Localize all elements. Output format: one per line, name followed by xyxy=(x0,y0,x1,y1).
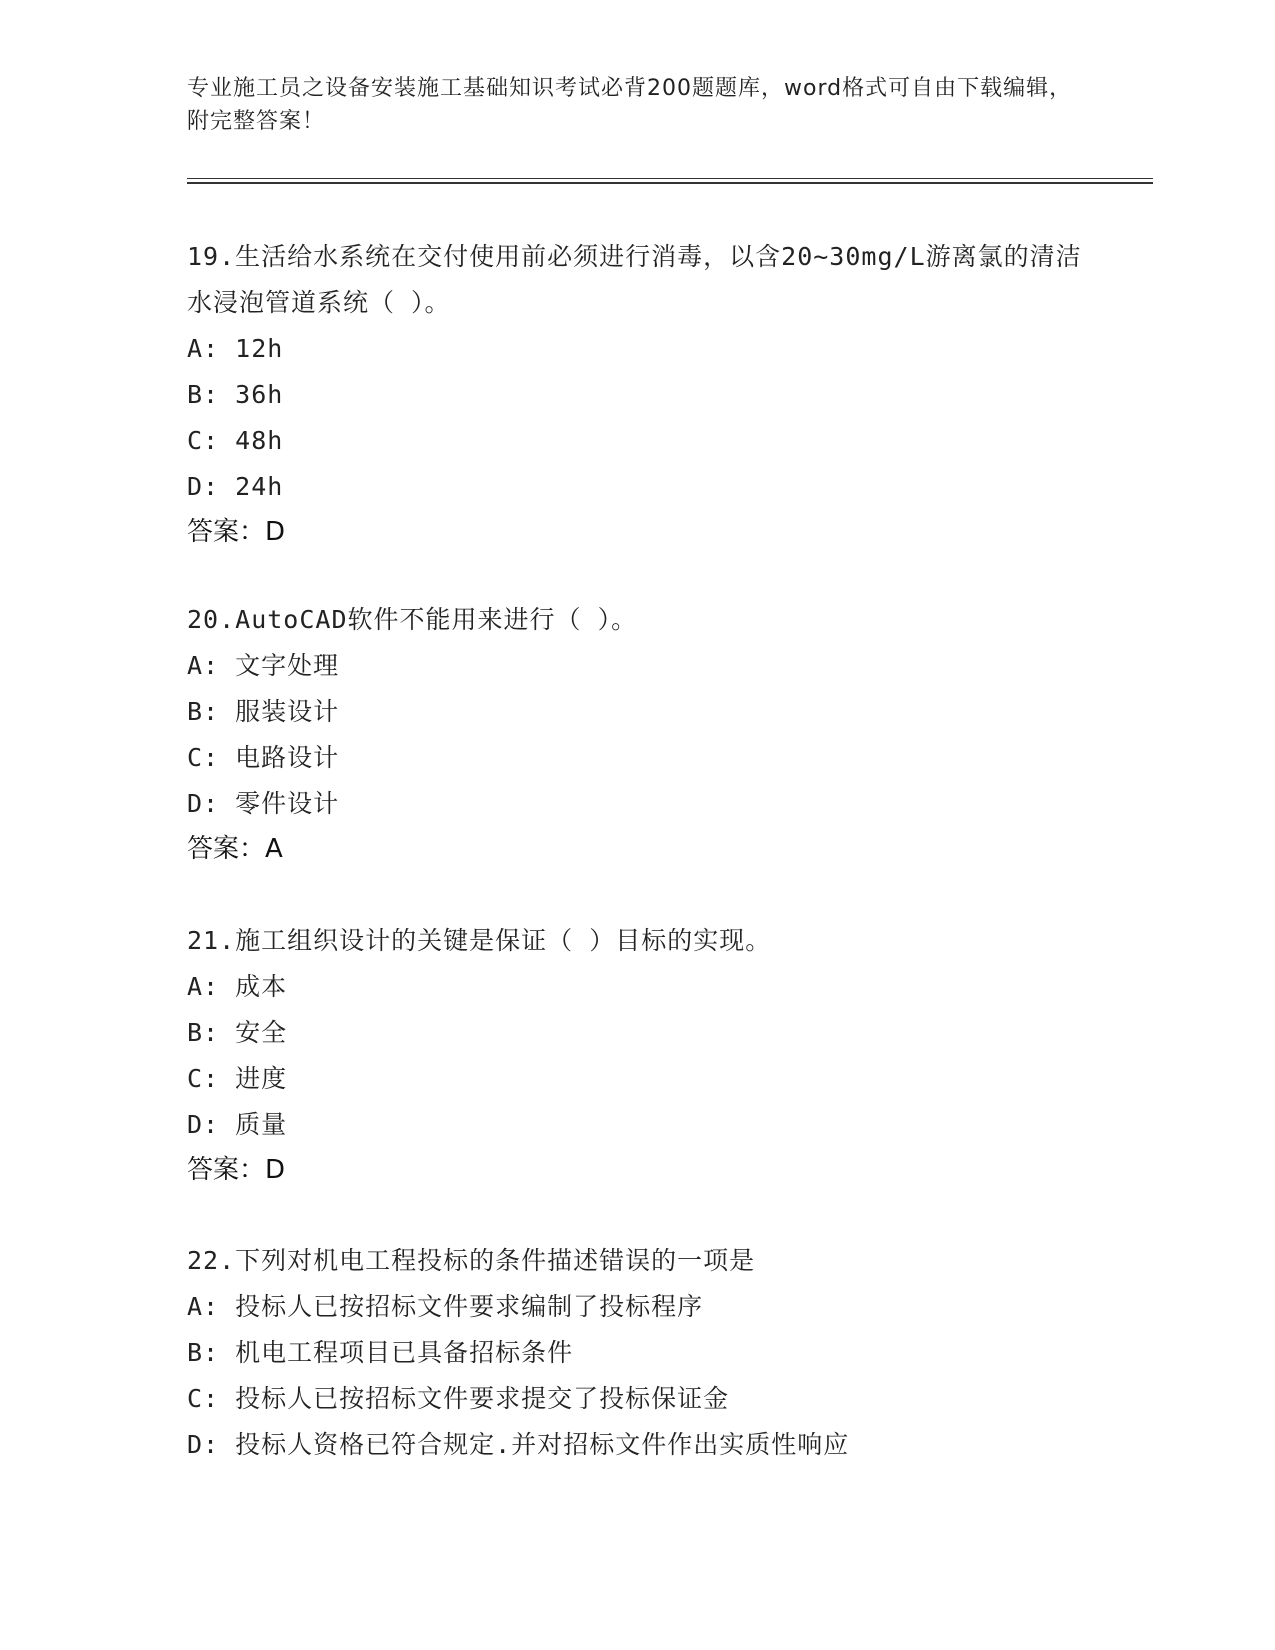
question-block-22 xyxy=(187,1238,1087,1468)
option-c: C: 投标人已按招标文件要求提交了投标保证金 xyxy=(187,1384,730,1413)
header-divider-thin xyxy=(187,178,1153,179)
question-block-19 xyxy=(187,234,1087,554)
answer-label: 答案：D xyxy=(187,517,286,547)
question-stem: 22.下列对机电工程投标的条件描述错误的一项是 xyxy=(187,1246,756,1275)
option-d: D: 零件设计 xyxy=(187,789,340,818)
option-c: C: 48h xyxy=(187,426,284,455)
option-d: D: 投标人资格已符合规定.并对招标文件作出实质性响应 xyxy=(187,1430,850,1459)
question-block-20 xyxy=(187,597,1087,871)
option-b: B: 36h xyxy=(187,380,284,409)
option-b: B: 安全 xyxy=(187,1018,288,1047)
option-c: C: 进度 xyxy=(187,1064,288,1093)
answer-label: 答案：D xyxy=(187,1155,286,1185)
option-a: A: 成本 xyxy=(187,972,288,1001)
question-stem: 19.生活给水系统在交付使用前必须进行消毒，以含20~30mg/L游离氯的清洁水浸泡管道系统（ ）。 xyxy=(187,242,1082,317)
option-a: A: 12h xyxy=(187,334,284,363)
option-d: D: 24h xyxy=(187,472,284,501)
header-divider-thick xyxy=(187,182,1153,184)
option-c: C: 电路设计 xyxy=(187,743,340,772)
document-header-title: 专业施工员之设备安装施工基础知识考试必背200题题库，word格式可自由下载编辑，附完整答案！ xyxy=(187,76,1073,134)
option-b: B: 机电工程项目已具备招标条件 xyxy=(187,1338,574,1367)
question-stem: 21.施工组织设计的关键是保证（ ）目标的实现。 xyxy=(187,926,772,955)
option-a: A: 文字处理 xyxy=(187,651,340,680)
question-block-21 xyxy=(187,918,1087,1192)
option-a: A: 投标人已按招标文件要求编制了投标程序 xyxy=(187,1292,704,1321)
question-stem: 20.AutoCAD软件不能用来进行（ ）。 xyxy=(187,605,638,634)
answer-label: 答案：A xyxy=(187,834,283,864)
option-d: D: 质量 xyxy=(187,1110,288,1139)
option-b: B: 服装设计 xyxy=(187,697,340,726)
